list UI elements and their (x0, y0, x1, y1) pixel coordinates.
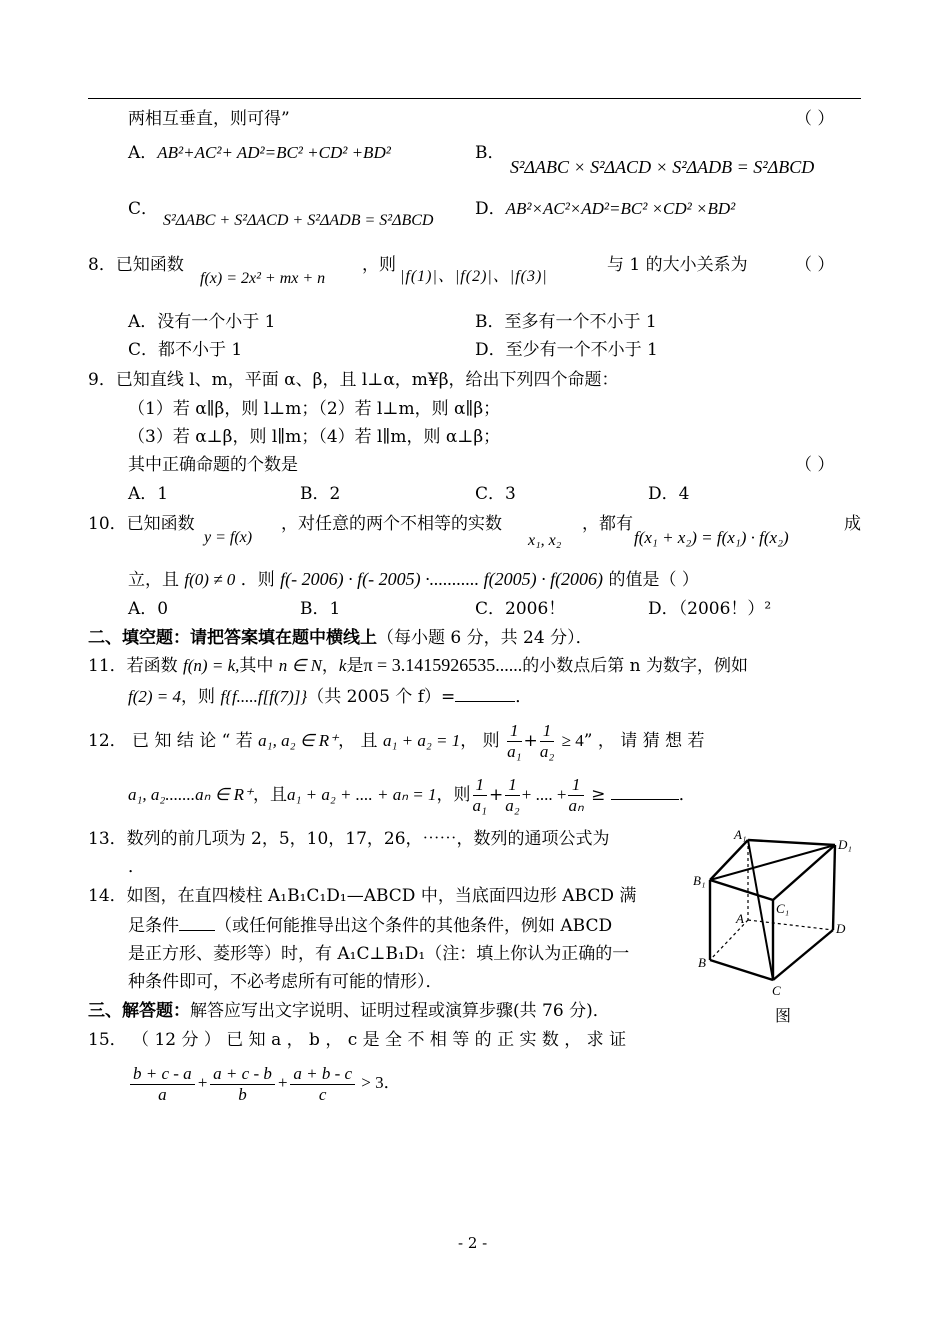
q7-answer-paren: （ ） (795, 109, 835, 129)
prism-figure (690, 825, 870, 1030)
q8-option-a: A．没有一个小于 1 (128, 312, 276, 332)
q8-answer-paren: （ ） (795, 255, 835, 275)
q9-option-c: C．3 (475, 484, 516, 504)
section-3-heading (88, 1000, 610, 1022)
q11-k: k (338, 656, 347, 675)
q12-ge4: ≥ 4 (561, 731, 584, 750)
q11-function: f(n) = k, (183, 656, 240, 675)
q10-text4: 成 (844, 514, 861, 534)
q9-option-d: D．4 (648, 484, 690, 504)
q9-stem: 9．已知直线 l、m，平面 α、β，且 l⊥α，m¥β，给出下列四个命题： (88, 370, 619, 390)
page-number: - 2 - (458, 1234, 488, 1252)
q7-option-d-math: AB²×AC²×AD²=BC² ×CD² ×BD² (505, 199, 736, 218)
q12-frac-an: $\frac{1}{\text{aₙ}}$ (568, 775, 584, 815)
q12-text1: 12． 已 知 结 论 “ 若 (88, 731, 253, 751)
q12-text3: ， 则 (460, 731, 500, 751)
q10-text1: 已知函数 (126, 514, 195, 534)
q10-line2c: 的值是（ ） (608, 570, 699, 590)
q8-stem (88, 254, 184, 276)
section-2-note: （每小题 6 分，共 24 分）． (377, 628, 593, 648)
q14-line2 (128, 914, 612, 937)
q11-n-in-N: n ∈ N (278, 656, 322, 675)
q8-text2: ，则 (362, 255, 396, 275)
q9-propositions-1-2: （1）若 α∥β，则 l⊥m；（2）若 l⊥m，则 α∥β； (128, 399, 501, 419)
q13-line1: 13．数列的前几项为 2，5，10，17，26，⋯⋯，数列的通项公式为 (88, 829, 610, 849)
q12-frac-a2: $\frac{1}{\text{a₂}}$ (505, 775, 520, 815)
q10-line2a: 立，且 (128, 570, 179, 590)
section-3-title: 三、解答题： (88, 1001, 190, 1021)
label-b: B (698, 955, 706, 970)
q8-text1: 已知函数 (115, 255, 184, 275)
q14-line1: 14．如图，在直四棱柱 A₁B₁C₁D₁—ABCD 中，当底面四边形 ABCD 满 (88, 886, 637, 906)
q8-option-b: B．至多有一个不小于 1 (475, 312, 657, 332)
hidden-edge-ab (710, 920, 748, 960)
q14-text-a: 足条件 (128, 916, 179, 936)
q10-function: y = f(x) (204, 529, 253, 546)
q7-option-c-label: C． (128, 199, 159, 219)
q11-text7: （共 2005 个 f）= (307, 687, 456, 707)
label-a: A (736, 911, 744, 926)
q12-text2: ， 且 (338, 731, 378, 751)
q8-number: 8． (88, 255, 116, 275)
q8-option-d: D．至少有一个不小于 1 (475, 340, 658, 360)
q8-text3: 与 1 的大小关系为 (607, 255, 748, 275)
q12-end: ． (678, 785, 696, 805)
label-a1: A₁ (734, 827, 747, 842)
q7-continuation: 两相互垂直，则可得” (128, 109, 290, 129)
option-label: A． (128, 143, 158, 163)
q12-frac1: $\frac{1}{\text{a₁}}$ (507, 721, 522, 761)
q10-text2: ，对任意的两个不相等的实数 (281, 514, 502, 534)
q10-stem (88, 513, 195, 535)
q10-number: 10． (88, 514, 127, 534)
q15-line1: 15． （ 12 分 ） 已 知 a ， b ， c 是 全 不 相 等 的 正 实 数 ， 求 证 (88, 1030, 627, 1050)
label-c1: C₁ (776, 901, 790, 916)
q11-nested-function: f{f.....f[f(7)]} (220, 687, 308, 706)
section-3-note: 解答应写出文字说明、证明过程或演算步骤(共 76 分)． (190, 1001, 610, 1021)
q12-text6: ，则 (436, 785, 471, 805)
q11-pi: π = 3.1415926535...... (363, 655, 523, 675)
q11-line1 (88, 654, 748, 677)
q11-answer-blank[interactable] (455, 685, 515, 702)
q11-text3: ， (321, 656, 339, 676)
q10-option-b: B．1 (300, 599, 341, 619)
q8-abs-values: |f(1)|、|f(2)|、|f(3)| (400, 268, 548, 285)
q12-text5: ，且 (253, 785, 288, 805)
label-d: D (836, 921, 846, 936)
q12-answer-blank[interactable] (611, 783, 679, 800)
q15-inequality: $\frac{b + c - a}{a}$ + $\frac{a + c - b}{b}$ + $\frac{a + b - c}{c}$ > 3． (128, 1058, 401, 1108)
edge-b1c1 (710, 880, 773, 900)
edge-a1d1 (748, 840, 835, 845)
q15-end: ． (383, 1073, 401, 1092)
q11-example: f(2) = 4 (128, 687, 182, 706)
option-label: D． (475, 199, 506, 219)
q15-frac1: $\frac{b + c - a}{a}$ (130, 1064, 195, 1105)
section-2-title: 二、填空题：请把答案填在题中横线上 (88, 628, 377, 648)
q10-functional-equation: f(x₁ + x₂) = f(x₁) · f(x₂) (634, 528, 789, 547)
q14-line4: 种条件即可，不必考虑所有可能的情形）． (128, 972, 443, 992)
q9-question: 其中正确命题的个数是 (128, 455, 298, 475)
q12-line1: 12． 已 知 结 论 “ 若 a₁, a₂ ∈ R⁺， 且 a₁ + a₂ = 1， 则 $\frac{1}{\text{a₁}}$ + $\frac{1}{\text{a₂}}$ ≥ 4” ， 请 猜 想 若 (88, 721, 705, 761)
q14-line3: 是正方形、菱形等）时，有 A₁C⊥B₁D₁（注：填上你认为正确的一 (128, 944, 630, 964)
q12-sum2: a₁ + a₂ + .... + aₙ = 1 (287, 785, 437, 804)
q12-frac-a1: $\frac{1}{\text{a₁}}$ (472, 775, 487, 815)
q7-option-a-math: AB²+AC²+ AD²=BC² +CD² +BD² (157, 143, 391, 162)
q12-set2: a₁, a₂.......aₙ ∈ R⁺ (128, 785, 254, 804)
q10-option-c: C．2006！ (475, 599, 566, 619)
q7-option-d (475, 198, 735, 220)
q14-answer-blank[interactable] (179, 914, 215, 931)
q12-ge: ≥ (591, 785, 606, 805)
q7-option-b-math: S²ΔABC × S²ΔACD × S²ΔADB = S²ΔBCD (510, 157, 815, 177)
q7-option-b-label: B． (475, 143, 505, 163)
q10-option-d: D．（2006！）² (648, 599, 772, 619)
q12-sum1: a₁ + a₂ = 1 (382, 731, 461, 750)
header-rule (88, 98, 861, 99)
q10-condition: f(0) ≠ 0 (184, 570, 236, 589)
q15-frac2: $\frac{a + c - b}{b}$ (210, 1064, 275, 1105)
q7-option-a (128, 142, 391, 164)
q11-text5: 的小数点后第 n 为数字，例如 (522, 656, 748, 676)
diagonal-a1c (748, 840, 773, 980)
q10-line2b: ．则 (240, 570, 275, 590)
q7-option-c-math: S²ΔABC + S²ΔACD + S²ΔADB = S²ΔBCD (163, 212, 434, 229)
q11-text6: ，则 (181, 687, 216, 707)
edge-d1d (833, 845, 835, 930)
section-2-heading (88, 627, 593, 649)
edge-cb (710, 960, 773, 980)
q9-option-a: A．1 (128, 484, 169, 504)
q14-text-b: （或任何能推导出这个条件的其他条件，例如 ABCD (215, 916, 613, 936)
q10-line2 (128, 568, 699, 591)
q10-option-a: A．0 (128, 599, 169, 619)
hidden-edge-ad (748, 920, 833, 930)
figure-caption: 图 (775, 1006, 792, 1025)
q9-propositions-3-4: （3）若 α⊥β，则 l∥m；（4）若 l∥m，则 α⊥β； (128, 427, 501, 447)
label-d1: D₁ (838, 837, 852, 852)
q11-text1: 11．若函数 (88, 656, 178, 676)
q9-option-b: B．2 (300, 484, 341, 504)
q12-line2: a₁, a₂.......aₙ ∈ R⁺，且a₁ + a₂ + .... + aₙ = 1，则 $\frac{1}{\text{a₁}}$ + $\frac{1}{\text{a₂}}$ + .... + $\frac{1}{\text{aₙ}}$ ≥ ． (128, 775, 696, 815)
q15-gt3: > 3 (361, 1073, 384, 1092)
q10-text3: ，都有 (582, 514, 633, 534)
q11-text4: 是 (346, 656, 364, 676)
q11-end: ． (515, 687, 533, 707)
q12-dots: + .... + (521, 785, 567, 804)
label-c: C (772, 983, 781, 998)
q8-option-c: C．都不小于 1 (128, 340, 243, 360)
q12-text4: ” ， 请 猜 想 若 (583, 731, 705, 751)
q12-set1: a₁, a₂ ∈ R⁺ (258, 731, 339, 750)
q12-frac2: $\frac{1}{\text{a₂}}$ (539, 721, 555, 761)
q10-vars: x₁, x₂ (528, 532, 562, 549)
q9-answer-paren: （ ） (795, 455, 835, 475)
q11-text2: 其中 (239, 656, 274, 676)
q15-frac3: $\frac{a + b - c}{c}$ (290, 1064, 355, 1105)
q10-product: f(- 2006) · f(- 2005) ·........... f(2005) · f(2006) (280, 569, 604, 589)
q13-line2: ． (128, 857, 145, 877)
edge-dc (773, 930, 833, 980)
label-b1: B₁ (693, 873, 706, 888)
q11-line2 (128, 685, 532, 708)
q8-function: f(x) = 2x² + mx + n (200, 270, 326, 287)
